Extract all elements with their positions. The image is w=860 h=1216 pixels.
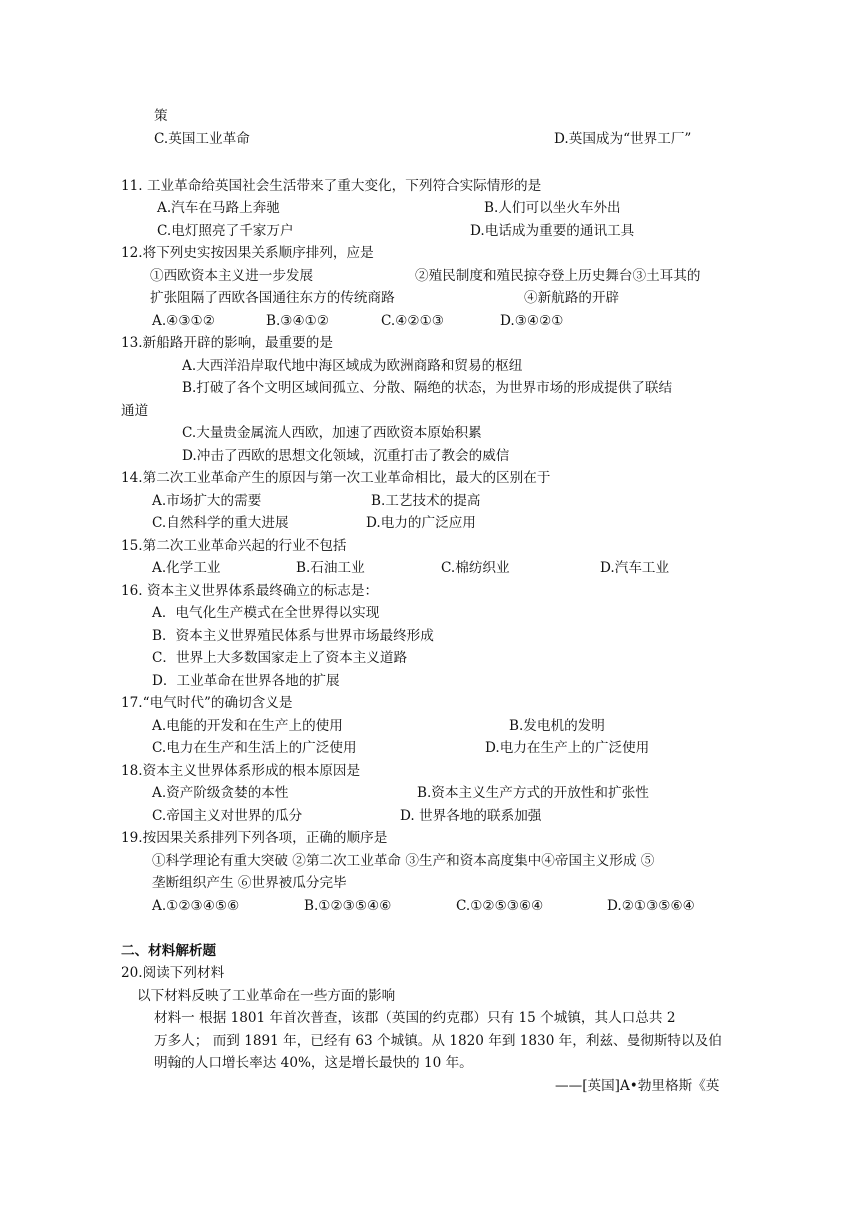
q19-items-cont: 垄断组织产生 ⑥世界被瓜分完毕 (152, 875, 347, 891)
option-a-q16: A．电气化生产模式在全世界得以实现 (152, 605, 380, 621)
text-line: 策 (154, 108, 168, 124)
option-c-q15: C.棉纺织业 (441, 560, 510, 576)
question-13: 13.新船路开辟的影响，最重要的是 (121, 335, 333, 351)
option-c-q17: C.电力在生产和生活上的广泛使用 (152, 740, 357, 756)
option-d-q14: D.电力的广泛应用 (366, 515, 476, 531)
option-b-q14: B.工艺技术的提高 (371, 493, 481, 509)
question-17: 17.“电气时代”的确切含义是 (121, 695, 293, 711)
option-d-q12: D.③④②① (500, 313, 564, 329)
option-a-q17: A.电能的开发和在生产上的使用 (152, 718, 343, 734)
question-14: 14.第二次工业革命产生的原因与第一次工业革命相比，最大的区别在于 (121, 470, 551, 486)
option-b-q19: B.①②③⑤④⑥ (304, 898, 392, 914)
option-b-q17: B.发电机的发明 (509, 718, 605, 734)
option-b-q18: B.资本主义生产方式的开放性和扩张性 (417, 785, 649, 801)
option-c-q12: C.④②①③ (381, 313, 444, 329)
question-20: 20.阅读下列材料 (121, 965, 225, 981)
option-b-q16: B．资本主义世界殖民体系与世界市场最终形成 (152, 628, 434, 644)
question-18: 18.资本主义世界体系形成的根本原因是 (121, 763, 361, 779)
question-11: 11. 工业革命给英国社会生活带来了重大变化，下列符合实际情形的是 (121, 178, 542, 194)
section-heading: 二、材料解析题 (121, 943, 217, 959)
option-d-q10: D.英国成为“世界工厂” (554, 131, 692, 147)
q12-item-a: ①西欧资本主义进一步发展 (150, 268, 314, 284)
option-b-q15: B.石油工业 (296, 560, 365, 576)
question-19: 19.按因果关系排列下列各项，正确的顺序是 (121, 830, 388, 846)
option-d-q15: D.汽车工业 (600, 560, 670, 576)
option-d-q17: D.电力在生产上的广泛使用 (485, 740, 650, 756)
material-1-line-2: 万多人； 而到 1891 年，已经有 63 个城镇。从 1820 年到 1830 年，利兹、曼彻斯特以及伯 (154, 1033, 722, 1049)
option-c-q16: C．世界上大多数国家走上了资本主义道路 (152, 650, 408, 666)
q12-item-b: ②殖民制度和殖民掠夺登上历史舞台③土耳其的 (415, 268, 701, 284)
option-c-q14: C.自然科学的重大进展 (152, 515, 289, 531)
q19-items: ①科学理论有重大突破 ②第二次工业革命 ③生产和资本高度集中④帝国主义形成 ⑤ (152, 853, 655, 869)
question-12: 12.将下列史实按因果关系顺序排列，应是 (121, 245, 374, 261)
option-a-q11: A.汽车在马路上奔驰 (157, 200, 280, 216)
option-c-q10: C.英国工业革命 (154, 131, 250, 147)
option-a-q13: A.大西洋沿岸取代地中海区域成为欧洲商路和贸易的枢纽 (182, 358, 523, 374)
question-16: 16. 资本主义世界体系最终确立的标志是： (121, 583, 379, 599)
material-intro: 以下材料反映了工业革命在一些方面的影响 (137, 988, 396, 1004)
q12-item-d: ④新航路的开辟 (524, 290, 620, 306)
q12-item-c: 扩张阻隔了西欧各国通往东方的传统商路 (150, 290, 395, 306)
option-d-q16: D．工业革命在世界各地的扩展 (152, 673, 340, 689)
option-d-q11: D.电话成为重要的通讯工具 (470, 223, 635, 239)
option-d-q18: D. 世界各地的联系加强 (400, 808, 542, 824)
option-b-q11: B.人们可以坐火车外出 (484, 200, 621, 216)
material-1-line-1: 材料一 根据 1801 年首次普查，该郡（英国的约克郡）只有 15 个城镇，其人口总共 2 (154, 1010, 676, 1026)
option-b-q13: B.打破了各个文明区域间孤立、分散、隔绝的状态，为世界市场的形成提供了联结 (182, 380, 673, 396)
material-1-line-3: 明翰的人口增长率达 40%，这是增长最快的 10 年。 (154, 1055, 473, 1071)
option-d-q13: D.冲击了西欧的思想文化领域，沉重打击了教会的威信 (182, 448, 510, 464)
source-citation: ——[英国]A•勃里格斯《英 (555, 1078, 720, 1094)
option-c-q19: C.①②⑤③⑥④ (456, 898, 544, 914)
option-c-q18: C.帝国主义对世界的瓜分 (152, 808, 303, 824)
option-a-q18: A.资产阶级贪婪的本性 (152, 785, 289, 801)
question-15: 15.第二次工业革命兴起的行业不包括 (121, 538, 347, 554)
option-c-q13: C.大量贵金属流人西欧，加速了西欧资本原始积累 (182, 425, 482, 441)
option-b-q13-cont: 通道 (121, 403, 149, 419)
option-b-q12: B.③④①② (266, 313, 330, 329)
option-a-q19: A.①②③④⑤⑥ (152, 898, 240, 914)
option-a-q14: A.市场扩大的需要 (152, 493, 262, 509)
option-d-q19: D.②①③⑤⑥④ (607, 898, 695, 914)
option-a-q15: A.化学工业 (152, 560, 221, 576)
option-a-q12: A.④③①② (152, 313, 215, 329)
option-c-q11: C.电灯照亮了千家万户 (157, 223, 294, 239)
